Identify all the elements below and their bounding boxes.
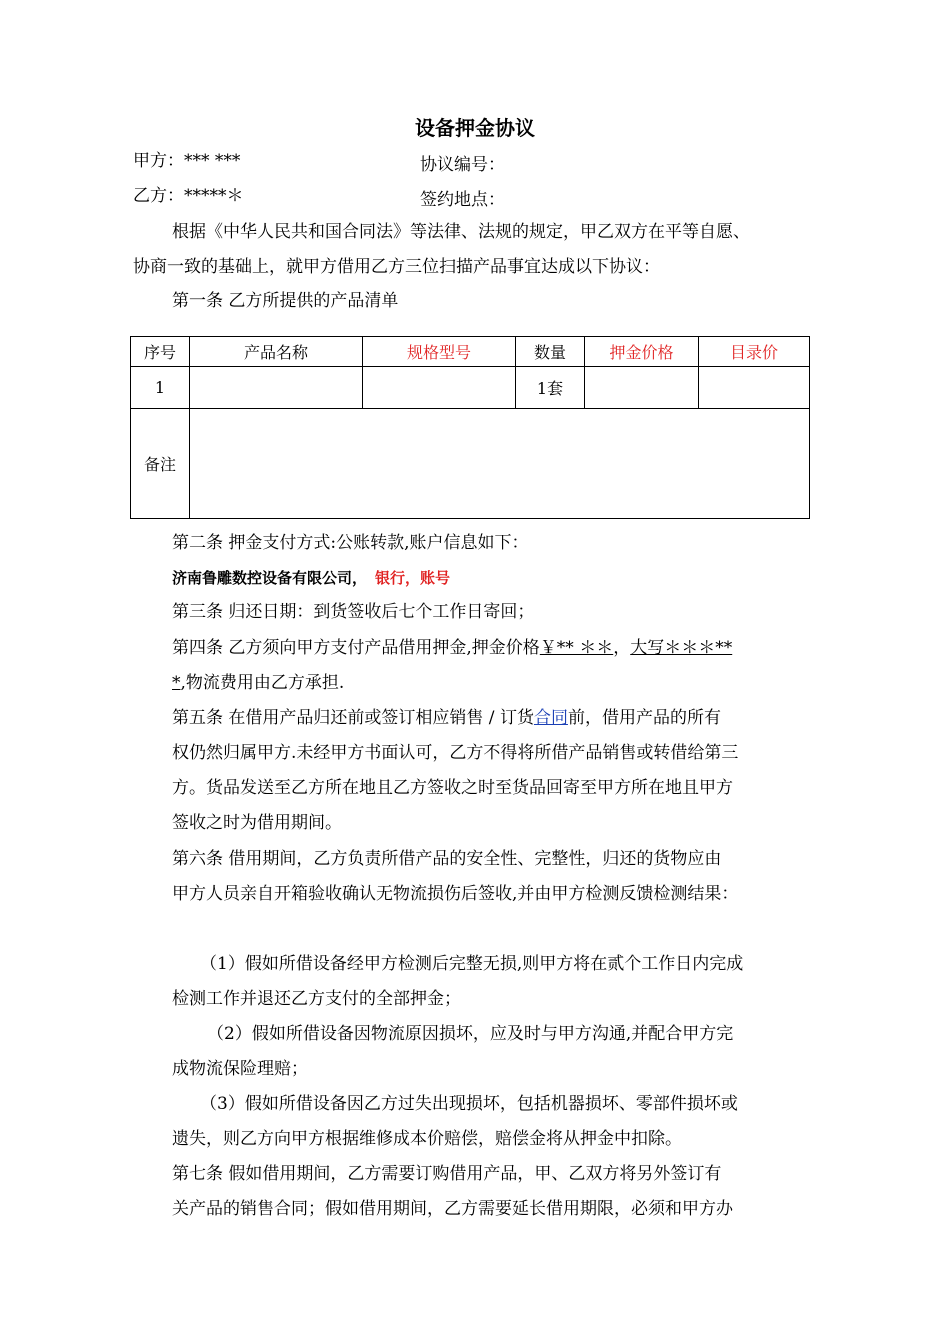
article-5-text-cont: 前，借用产品的所有 (567, 708, 721, 728)
product-table (130, 336, 810, 519)
contract-link[interactable]: 合同 (533, 708, 568, 728)
item-1-line-1: （1）假如所借设备经甲方检测后完整无损,则甲方将在贰个工作日内完成 (200, 954, 744, 974)
article-5-line-1 (172, 707, 721, 729)
deposit-price-value: ￥** ＊＊ (539, 638, 614, 658)
cell-deposit-price (585, 367, 699, 409)
article-6-line-2: 甲方人员亲自开箱验收确认无物流损伤后签收,并由甲方检测反馈检测结果： (172, 884, 739, 904)
article-4-line-2 (172, 672, 344, 694)
intro-line-2: 协商一致的基础上，就甲方借用乙方三位扫描产品事宜达成以下协议： (133, 257, 660, 277)
header-quantity: 数量 (516, 337, 585, 367)
header-deposit-price: 押金价格 (585, 337, 699, 367)
item-1-line-2: 检测工作并退还乙方支付的全部押金； (172, 989, 461, 1009)
article-4-line-1 (172, 637, 732, 659)
header-product-name: 产品名称 (190, 337, 363, 367)
article-5-line-4: 签收之时为借用期间。 (172, 813, 342, 833)
party-b: 乙方：*****＊ (133, 186, 244, 206)
cell-product-name (190, 367, 363, 409)
item-3-line-1: （3）假如所借设备因乙方过失出现损坏，包括机器损坏、零部件损坏或 (200, 1094, 738, 1114)
table-header-row (131, 337, 810, 367)
cell-quantity: 1套 (516, 367, 585, 409)
article-7-line-1: 第七条 假如借用期间，乙方需要订购借用产品，甲、乙双方将另外签订有 (172, 1164, 722, 1184)
item-3-line-2: 遗失，则乙方向甲方根据维修成本价赔偿，赔偿金将从押金中扣除。 (172, 1129, 682, 1149)
document-title: 设备押金协议 (415, 116, 535, 140)
article-5-text: 第五条 在借用产品归还前或签订相应销售 / 订货 (172, 708, 534, 728)
article-1: 第一条 乙方所提供的产品清单 (172, 291, 399, 311)
remark-row (131, 409, 810, 519)
sign-place: 签约地点： (420, 190, 505, 210)
header-spec-model: 规格型号 (363, 337, 516, 367)
article-4-text: 第四条 乙方须向甲方支付产品借用押金,押金价格 (172, 638, 540, 658)
item-2-line-2: 成物流保险理赔； (172, 1059, 308, 1079)
cell-index: 1 (131, 367, 190, 409)
article-2: 第二条 押金支付方式:公账转款,账户信息如下： (172, 533, 529, 553)
article-3: 第三条 归还日期：到货签收后七个工作日寄回； (172, 602, 535, 622)
cell-spec-model (363, 367, 516, 409)
header-catalog-price: 目录价 (699, 337, 810, 367)
party-a: 甲方：*** *** (133, 151, 241, 171)
bank-account: 银行，账号 (375, 569, 451, 587)
deposit-price-words: 大写＊＊＊** (630, 638, 733, 658)
article-4-logistics: ,物流费用由乙方承担. (180, 673, 345, 693)
article-5-line-2: 权仍然归属甲方.未经甲方书面认可，乙方不得将所借产品销售或转借给第三 (172, 743, 739, 763)
agreement-number: 协议编号： (420, 155, 505, 175)
bank-info (172, 567, 450, 589)
deposit-price-words-end: * (172, 673, 181, 693)
article-7-line-2: 关产品的销售合同；假如借用期间，乙方需要延长借用期限，必须和甲方办 (172, 1199, 733, 1219)
article-6-line-1: 第六条 借用期间，乙方负责所借产品的安全性、完整性，归还的货物应由 (172, 849, 722, 869)
intro-line-1: 根据《中华人民共和国合同法》等法律、法规的规定，甲乙双方在平等自愿、 (172, 222, 750, 242)
header-index: 序号 (131, 337, 190, 367)
company-name: 济南鲁雕数控设备有限公司， (172, 569, 368, 587)
table-row (131, 367, 810, 409)
remark-label: 备注 (131, 409, 190, 519)
item-2-line-1: （2）假如所借设备因物流原因损坏，应及时与甲方沟通,并配合甲方完 (207, 1024, 734, 1044)
remark-value (190, 409, 810, 519)
article-4-comma: ， (613, 638, 631, 658)
cell-catalog-price (699, 367, 810, 409)
article-5-line-3: 方。货品发送至乙方所在地且乙方签收之时至货品回寄至甲方所在地且甲方 (172, 778, 733, 798)
